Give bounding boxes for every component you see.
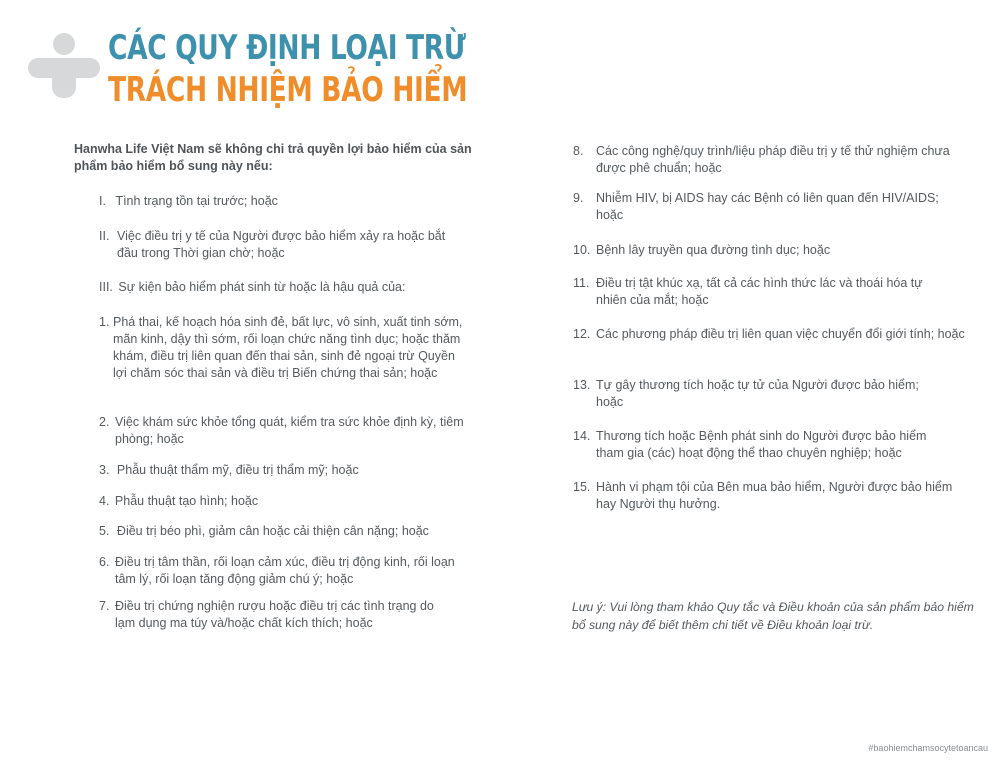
- item-text: Phẫu thuật thẩm mỹ, điều trị thẩm mỹ; hoặc: [116, 463, 359, 477]
- item-number: 5.: [99, 524, 110, 538]
- item-text: Thương tích hoặc Bệnh phát sinh do Người được bảo hiểm tham gia (các) hoạt động thể thao chuyên nghiệp; hoặc: [596, 429, 927, 460]
- item-number: 13.: [573, 378, 591, 392]
- item-number: 7.: [99, 599, 110, 613]
- item-number: I.: [99, 194, 106, 208]
- hashtag: #baohiemchamsocytetoancau: [868, 743, 988, 753]
- item-text: Việc khám sức khỏe tổng quát, kiểm tra sức khỏe định kỳ, tiêm phòng; hoặc: [115, 415, 464, 446]
- item-text: Phẫu thuật tạo hình; hoặc: [114, 494, 259, 508]
- list-item: [573, 275, 973, 309]
- item-number: 4.: [99, 494, 110, 508]
- item-text: Nhiễm HIV, bị AIDS hay các Bệnh có liên quan đến HIV/AIDS; hoặc: [596, 191, 939, 222]
- list-item: [573, 190, 973, 224]
- item-text: Việc điều trị y tế của Người được bảo hiểm xảy ra hoặc bắt đầu trong Thời gian chờ; hoặc: [117, 229, 446, 260]
- item-text: Tình trạng tồn tại trước; hoặc: [115, 194, 278, 208]
- list-item: [99, 414, 479, 448]
- item-number: 11.: [573, 276, 590, 290]
- list-item: [573, 428, 973, 462]
- list-item: [99, 462, 479, 479]
- item-text: Điều trị tật khúc xạ, tất cả các hình thức lác và thoái hóa tự nhiên của mắt; hoặc: [596, 276, 923, 307]
- item-text: Hành vi phạm tội của Bên mua bảo hiểm, Người được bảo hiểm hay Người thụ hưởng.: [596, 480, 953, 511]
- list-item: [573, 377, 973, 411]
- list-item: [573, 143, 973, 177]
- item-text: Bệnh lây truyền qua đường tình dục; hoặc: [596, 243, 831, 257]
- list-item: [99, 493, 479, 510]
- title-line-1: CÁC QUY ĐỊNH LOẠI TRỪ: [108, 28, 466, 68]
- item-number: 9.: [573, 191, 584, 205]
- list-item: [99, 228, 479, 262]
- page-title: [108, 28, 569, 112]
- person-cross-icon: [26, 32, 102, 98]
- list-item: [99, 279, 479, 296]
- list-item: [573, 479, 973, 513]
- item-number: 14.: [573, 429, 591, 443]
- list-item: [99, 554, 479, 588]
- list-item: [573, 242, 973, 259]
- item-text: Điều trị chứng nghiện rượu hoặc điều trị các tình trạng do lạm dụng ma túy và/hoặc chất kích thích; hoặc: [115, 599, 434, 630]
- list-item: [573, 326, 973, 343]
- item-text: Điều trị tâm thần, rối loạn cảm xúc, điều trị động kinh, rối loạn tâm lý, rối loạn tăng động giảm chú ý; hoặc: [115, 555, 455, 586]
- item-number: 1.: [99, 315, 110, 329]
- intro-text: Hanwha Life Việt Nam sẽ không chi trả quyền lợi bảo hiểm của sản phẩm bảo hiểm bổ sung này nếu:: [74, 142, 472, 173]
- list-item: [99, 193, 479, 210]
- item-text: Các phương pháp điều trị liên quan việc chuyển đổi giới tính; hoặc: [596, 327, 965, 341]
- list-item: [99, 598, 479, 632]
- list-item: [99, 314, 479, 382]
- item-text: Sự kiện bảo hiểm phát sinh từ hoặc là hậu quả của:: [118, 280, 406, 294]
- item-number: 12.: [573, 327, 591, 341]
- list-item: [99, 523, 479, 540]
- item-text: Các công nghệ/quy trình/liệu pháp điều trị y tế thử nghiệm chưa được phê chuẩn; hoặc: [596, 144, 950, 175]
- item-number: III.: [99, 280, 113, 294]
- item-number: 15.: [573, 480, 591, 494]
- item-text: Tự gây thương tích hoặc tự tử của Người được bảo hiểm; hoặc: [596, 378, 919, 409]
- item-number: 8.: [573, 144, 584, 158]
- item-number: 2.: [99, 415, 110, 429]
- item-text: Điều trị béo phì, giảm cân hoặc cải thiện cân nặng; hoặc: [116, 524, 429, 538]
- item-number: 10.: [573, 243, 591, 257]
- item-number: 6.: [99, 555, 110, 569]
- item-number: II.: [99, 229, 110, 243]
- item-text: Phá thai, kế hoạch hóa sinh đẻ, bất lực, vô sinh, xuất tinh sớm, mãn kinh, dậy thì sớm, rối loạn chức năng tình dục; hoặc thăm khám, điều trị liên quan đến thai sản, sinh đẻ ngoại trừ Quyền lợi chăm sóc thai sản và điều trị Biến chứng thai sản; hoặc: [113, 315, 463, 380]
- title-line-2: TRÁCH NHIỆM BẢO HIỂM: [108, 70, 468, 110]
- note-text: Lưu ý: Vui lòng tham khảo Quy tắc và Điều khoản của sản phẩm bảo hiểm bổ sung này để biết thêm chi tiết về Điều khoản loại trừ.: [572, 600, 974, 632]
- item-number: 3.: [99, 463, 110, 477]
